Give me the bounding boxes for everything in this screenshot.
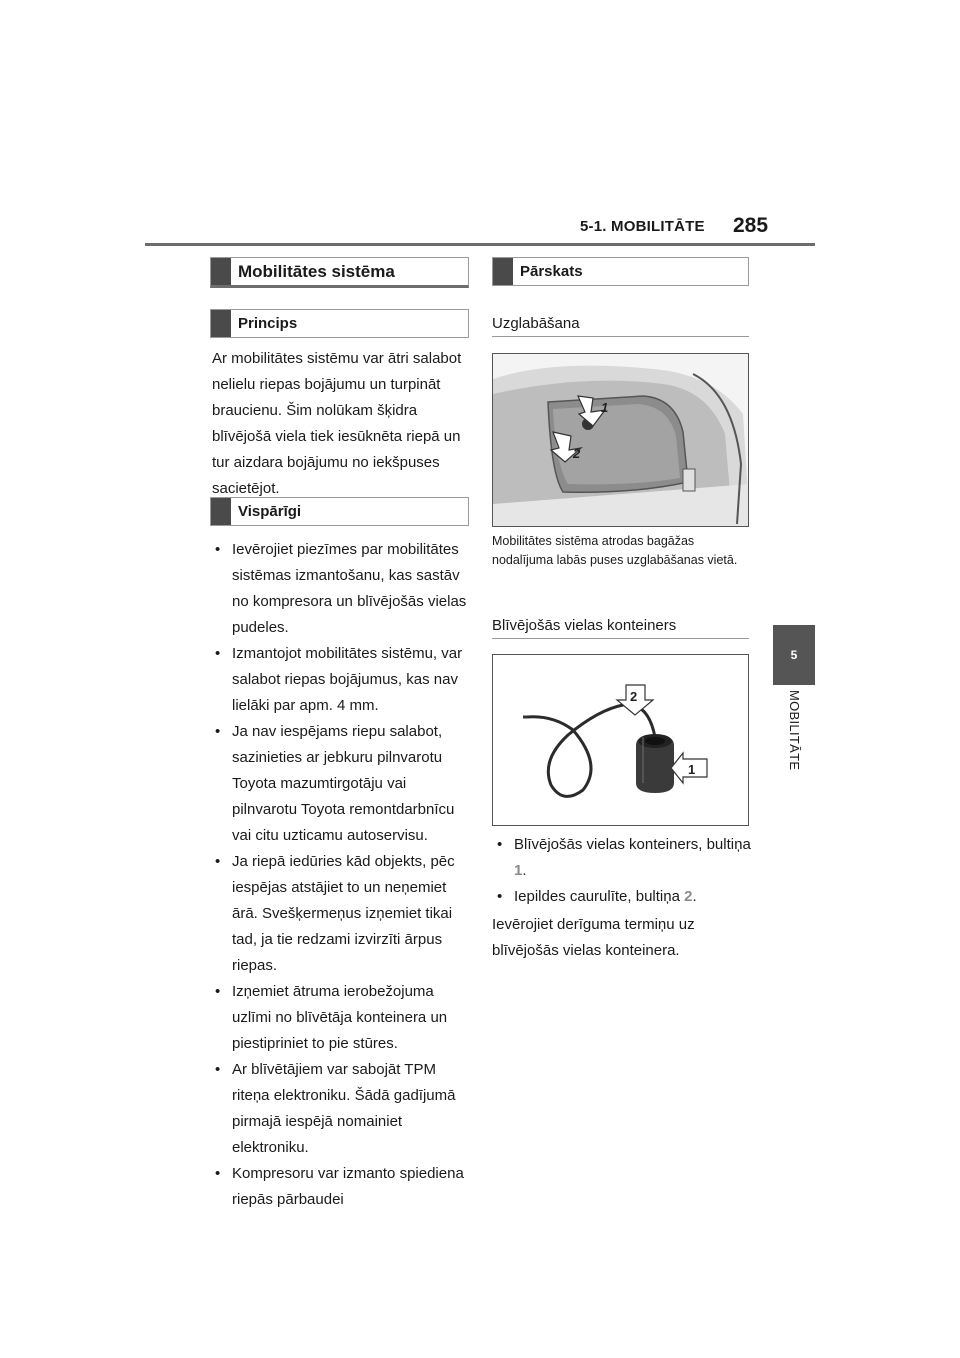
- principle-paragraph: Ar mobilitātes sistēmu var ātri salabot nelielu riepas bojājumu un turpināt braucienu. Šim nolūkam šķidra blīvējošā viela tiek iesūknēta riepā un tur aizdara bojājumu no iekšpuses sacietējot.: [212, 350, 462, 497]
- fig2-callout-2: 2: [630, 689, 638, 704]
- callout-number: 1: [514, 862, 523, 879]
- list-item: • Ar blīvētājiem var sabojāt TPM riteņa elektroniku. Šādā gadījumā pirmajā iespējā nomainiet elektroniku.: [210, 1057, 472, 1161]
- callout-number: 2: [684, 888, 693, 905]
- general-bullet-list: [210, 537, 472, 1213]
- header-rule: [145, 243, 815, 246]
- principle-heading-text: Princips: [238, 315, 298, 332]
- container-bullet-list: [492, 832, 754, 910]
- container-figure: [492, 654, 749, 826]
- chapter-tab: 5: [773, 625, 815, 685]
- principle-heading: [210, 309, 469, 338]
- list-item: • Iepildes caurulīte, bultiņa 2.: [492, 884, 754, 910]
- heading-bar: [211, 310, 231, 337]
- general-heading-text: Vispārīgi: [238, 503, 302, 520]
- chapter-side-label: [773, 690, 815, 790]
- main-heading: [210, 257, 469, 288]
- overview-heading-text: Pārskats: [520, 263, 583, 280]
- list-item: • Kompresoru var izmanto spiediena riepās pārbaudei: [210, 1161, 472, 1213]
- heading-bar: [211, 258, 231, 285]
- trunk-illustration: [493, 354, 749, 527]
- fig1-callout-2: 2: [573, 446, 581, 461]
- storage-subheading: Uzglabāšana: [492, 305, 749, 337]
- general-heading: [210, 497, 469, 526]
- chapter-side-label-text: MOBILITĀTE: [787, 690, 802, 771]
- main-heading-text: Mobilitātes sistēma: [238, 261, 395, 281]
- list-item: • Ievērojiet piezīmes par mobilitātes sistēmas izmantošanu, kas sastāv no kompresora un blīvējošās vielas pudeles.: [210, 537, 472, 641]
- list-item: • Blīvējošās vielas konteiners, bultiņa 1.: [492, 832, 754, 884]
- heading-bar: [493, 258, 513, 285]
- bullet-text: Iepildes caurulīte, bultiņa: [514, 888, 680, 905]
- overview-heading: [492, 257, 749, 286]
- bullet-text: Blīvējošās vielas konteiners, bultiņa: [514, 836, 751, 853]
- fig1-callout-1: 1: [601, 400, 609, 415]
- storage-caption: Mobilitātes sistēma atrodas bagāžas nodalījuma labās puses uzglabāšanas vietā.: [492, 534, 738, 567]
- heading-bar: [211, 498, 231, 525]
- expiry-note: Ievērojiet derīguma termiņu uz blīvējošās vielas konteinera.: [492, 916, 695, 959]
- list-item: • Izņemiet ātruma ierobežojuma uzlīmi no blīvētāja konteinera un piestipriniet to pie stūres.: [210, 979, 472, 1057]
- list-item: • Izmantojot mobilitātes sistēmu, var salabot riepas bojājumus, kas nav lielāki par apm. 4 mm.: [210, 641, 472, 719]
- container-subheading: Blīvējošās vielas konteiners: [492, 607, 749, 639]
- sealant-container-illustration: [493, 655, 749, 826]
- storage-figure: [492, 353, 749, 527]
- page-number: 285: [733, 214, 769, 237]
- list-item: • Ja nav iespējams riepu salabot, sazinieties ar jebkuru pilnvarotu Toyota mazumtirgotāju vai pilnvarotu Toyota remontdarbnīcu vai citu uzticamu autoservisu.: [210, 719, 472, 849]
- fig2-callout-1: 1: [688, 762, 696, 777]
- list-item: • Ja riepā iedūries kād objekts, pēc iespējas atstājiet to un neņemiet ārā. Svešķermeņus izņemiet tikai tad, ja tie redzami izvirzīti ārpus riepas.: [210, 849, 472, 979]
- section-label: 5-1. MOBILITĀTE: [580, 218, 705, 235]
